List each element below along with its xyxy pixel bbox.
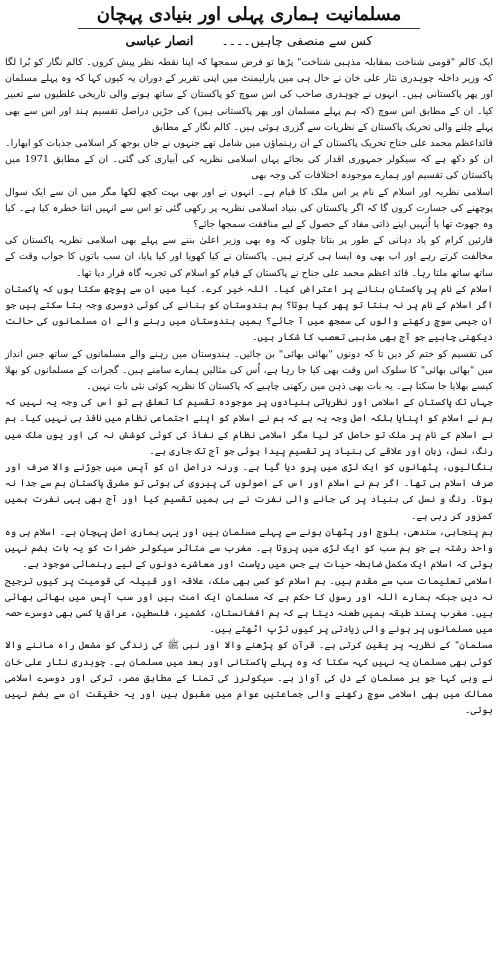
article-body xyxy=(5,55,493,719)
paragraph: اسلامی نظریہ اور اسلام کے نام پر اس ملک کا قیام ہے۔ انہوں نے اور بھی بہت کچھ لکھا مگر میں ان سے ایک سوال پوچھنے کی جسارت کروں گا کہ اگر پاکستان کی بنیاد اسلامی نظریہ پر رکھی گئی تو اس سے انہیں اتنا خطرہ کیا ہے۔ کیا وہ جھوٹ تھا یا اُنہیں اپنے ذاتی مفاد کے حصول کے لیے منافقت سمجھا جائے؟ xyxy=(5,186,493,231)
subheadline: کس سے منصفی چاہیں۔۔۔۔ xyxy=(221,33,373,48)
paragraph: جہاں تک پاکستان کے اسلامی اور نظریاتی بنیادوں پر موجودہ تقسیم کا تعلق ہے تو اس کی وجہ یہ نہیں کہ ہم نے اسلام کو اپنایا بلکہ اصل وجہ یہ ہے کہ ہم نے اسلام کو اپنے اجتماعی نظام میں نافذ ہی نہیں کیا۔ ہم نے اسلام کے نام پر ملک تو حاصل کر لیا مگر اسلامی نظام کے نفاذ کی کوئی کوشش نہ کی اور یوں ملک میں رنگ، نسل، زبان اور علاقے کی بنیاد پر تقسیم پیدا ہوئی جو آج تک جاری ہے۔ xyxy=(5,397,493,457)
paragraph: ہم پنجابی، سندھی، بلوچ اور پٹھان ہونے سے پہلے مسلمان ہیں اور یہی ہماری اصل پہچان ہے۔ اسلام ہی وہ واحد رشتہ ہے جو ہم سب کو ایک لڑی میں پروتا ہے۔ مغرب سے متاثر سیکولر حضرات کو یہ بات ہضم نہیں ہوتی کہ اسلام ایک مکمل ضابطہ حیات ہے جس میں ریاست اور معاشرے دونوں کے لیے رہنمائی موجود ہے۔ xyxy=(5,526,493,571)
headline: مسلمانیت ہماری پہلی اور بنیادی پہچان xyxy=(96,4,402,25)
headline-divider xyxy=(78,28,420,29)
paragraph: اسلامی تعلیمات سب سے مقدم ہیں۔ ہم اسلام کو کسی بھی ملک، علاقہ اور قبیلہ کی قومیت پر کیوں ترجیح نہ دیں جبکہ ہمارے اللہ اور رسول کا حکم ہے کہ مسلمان ایک امت ہیں اور سب آپس میں بھائی بھائی ہیں۔ مغرب پسند طبقہ ہمیں طعنہ دیتا ہے کہ ہم افغانستان، کشمیر، فلسطین، عراق یا کسی بھی دوسرے حصہ میں مسلمانوں پر ہونے والی زیادتی پر کیوں تڑپ اٹھتے ہیں۔ xyxy=(5,575,493,636)
paragraph: ایک کالم "قومی شناخت بمقابلہ مذہبی شناخت" پڑھا تو فرض سمجھا کہ اپنا نقطہ نظر پیش کروں۔ کالم نگار کو بُرا لگا کہ وزیر داخلہ چوہدری نثار علی خان نے حال ہی میں پارلیمنٹ میں اپنی تقریر کے دوران یہ کیوں کہا کہ وہ پہلے مسلمان اور پھر پاکستانی ہیں۔ انہوں نے چوہدری صاحب کی اس سوچ کو پاکستان کے ساتھ ہونے والی تاریخی غلطیوں سے تعبیر کیا۔ ان کے مطابق اس سوچ (کہ ہم پہلے مسلمان اور پھر پاکستانی ہیں) کی جڑیں دراصل تقسیم ہند اور اس سے بھی پہلے چلنے والی تحریک پاکستان کے نظریات سے گزری ہوئی ہیں۔ کالم نگار کے مطابق xyxy=(5,57,494,133)
author-name: انصار عباسی xyxy=(125,33,194,48)
paragraph: بنگالیوں، پٹھانوں کو ایک لڑی میں پرو دیا گیا ہے۔ ورنہ دراصل ان کو آپس میں جوڑنے والا صرف اور صرف اسلام ہی تھا۔ اگر ہم نے اسلام اور اس کے اصولوں کی پیروی کی ہوتی تو مشرقی پاکستان ہم سے جدا نہ ہوتا۔ رنگ و نسل کی بنیاد پر کی جانے والی نفرت نے ہی ہمیں تقسیم کیا اور آج بھی یہی نفرت ہمیں کمزور کر رہی ہے۔ xyxy=(5,462,493,522)
paragraph: اسلام کے نام پر پاکستان بنانے پر اعتراض کیا۔ اللہ خیر کرے۔ کیا میں ان سے پوچھ سکتا ہوں کہ پاکستان اگر اسلام کے نام پر نہ بنتا تو پھر کیا ہوتا؟ ہم ہندوستان کو بنانے کی کوئی دوسری وجہ بتا سکتے ہیں جو ان جیسی سوچ رکھنے والوں کی سمجھ میں آ جائے؟ ہمیں ہندوستان میں رہنے والے ان مسلمانوں کی حالت دیکھنی چاہیے جو آج بھی مذہبی تعصب کا شکار ہیں۔ xyxy=(5,283,493,344)
byline xyxy=(5,33,493,49)
paragraph: قارئین کرام کو یاد دہانی کے طور پر بتاتا چلوں کہ وہ بھی وزیر اعلیٰ بننے سے پہلے بھی اسلامی نظریہ پاکستان کی مخالفت کرتے رہے اور اب بھی وہ ایسا ہی کرتے ہیں۔ پاکستان نے کیا کھویا اور کیا پایا، ان سب باتوں کا جواب وقت کے ساتھ ساتھ ملتا رہا۔ قائد اعظم محمد علی جناح نے پاکستان کے قیام کو اسلام کی تجربہ گاہ قرار دیا تھا۔ xyxy=(5,235,493,279)
paragraph: کی تقسیم کو ختم کر دیں تا کہ دونوں "بھائی بھائی" بن جائیں۔ ہندوستان میں رہنے والے مسلمانوں کے ساتھ جس انداز میں "بھائی بھائی" کا سلوک اس وقت بھی کیا جا رہا ہے، اُس کی مثالیں ہمارے سامنے ہیں۔ گجرات کے مسلمانوں کو بھلا کیسے بھلایا جا سکتا ہے۔ یہ بات بھی ذہن میں رکھنی چاہیے کہ پاکستان کا نظریہ کوئی نئی بات نہیں۔ xyxy=(5,348,493,393)
paragraph: قائداعظم محمد علی جناح تحریک پاکستان کے ان رہنماؤں میں شامل تھے جنہوں نے جان بوجھ کر اسلامی جذبات کو ابھارا۔ ان کو دکھ ہے کہ سیکولر جمہوری اقدار کی بجائے یہاں اسلامی نظریہ کی آبیاری کی گئی۔ ان کے مطابق 1971 میں پاکستان کی تقسیم اور ہمارے موجودہ اختلافات کی وجہ بھی xyxy=(5,138,494,182)
paragraph: مسلمان" کے نظریہ پر یقین کرتی ہے۔ قرآن کو پڑھنے والا اور نبی ﷺ کی زندگی کو مشعل راہ ماننے والا کوئی بھی مسلمان یہ نہیں کہہ سکتا کہ وہ پہلے پاکستانی اور بعد میں مسلمان ہے۔ چوہدری نثار علی خان نے وہی کہا جو ہر مسلمان کے دل کی آواز ہے۔ سیکولرز کی تمنا کے مطابق مصر، ترکی اور دوسرے اسلامی ممالک میں بھی اسلامی سوچ رکھنے والی جماعتیں عوام میں مقبول ہیں اور یہ حقیقت ان سے ہضم نہیں ہوتی۔ xyxy=(5,640,493,717)
